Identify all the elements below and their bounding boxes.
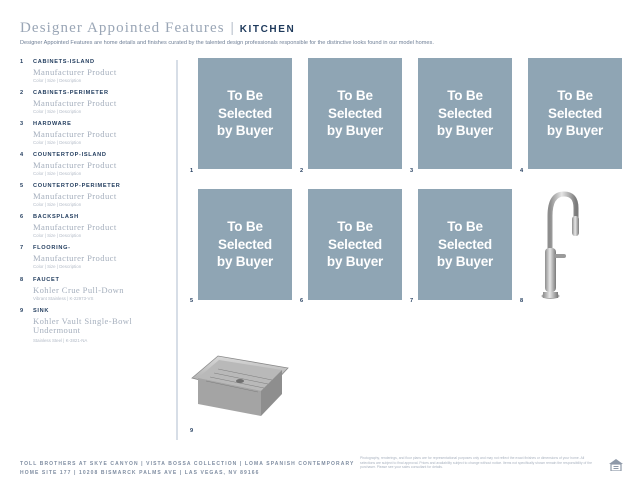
tile-label: To Be Selected by Buyer (216, 219, 274, 270)
item-description: Color | Size | Description (33, 140, 82, 145)
placeholder-tile (308, 189, 402, 300)
item-description: Color | Size | Description (33, 264, 82, 269)
item-number: 2 (20, 90, 24, 96)
sink-image (188, 348, 292, 424)
vertical-divider (176, 60, 178, 440)
placeholder-tile (308, 58, 402, 169)
item-number: 9 (20, 308, 24, 314)
item-category: FLOORING- (33, 245, 71, 251)
tile-label: To Be Selected by Buyer (436, 88, 494, 139)
tile-label: To Be Selected by Buyer (436, 219, 494, 270)
item-category: COUNTERTOP-ISLAND (33, 152, 107, 158)
item-description: Vibrant Stainless | K-22973-VS (33, 296, 94, 301)
tile-number: 2 (300, 168, 304, 174)
item-product: Kohler Vault Single-Bowl Undermount (33, 316, 133, 335)
page-subtitle: Designer Appointed Features are home details and finishes curated by the talented design professionals responsible for the distinctive looks found in our model homes. (20, 40, 434, 46)
item-product: Manufacturer Product (33, 67, 117, 77)
tile-number: 3 (410, 168, 414, 174)
placeholder-tile (418, 189, 512, 300)
tile-label: To Be Selected by Buyer (326, 219, 384, 270)
placeholder-tile (418, 58, 512, 169)
item-product: Manufacturer Product (33, 160, 117, 170)
room-label: KITCHEN (239, 24, 296, 35)
equal-housing-icon (609, 459, 623, 471)
item-number: 8 (20, 277, 24, 283)
tile-number: 1 (190, 168, 194, 174)
item-category: HARDWARE (33, 121, 72, 127)
tile-label: To Be Selected by Buyer (326, 88, 384, 139)
item-product: Manufacturer Product (33, 129, 117, 139)
item-description: Color | Size | Description (33, 202, 82, 207)
placeholder-tile (528, 58, 622, 169)
item-category: COUNTERTOP-PERIMETER (33, 183, 121, 189)
item-product: Manufacturer Product (33, 253, 117, 263)
item-product: Manufacturer Product (33, 191, 117, 201)
footer-address: HOME SITE 177 | 10208 BISMARCK PALMS AVE | LAS VEGAS, NV 89166 (20, 470, 260, 476)
tile-number: 7 (410, 298, 414, 304)
page-title (20, 20, 295, 40)
item-number: 6 (20, 214, 24, 220)
footer-community: TOLL BROTHERS AT SKYE CANYON | VISTA BOSSA COLLECTION | LOMA SPANISH CONTEMPORARY (20, 461, 355, 467)
item-product: Manufacturer Product (33, 222, 117, 232)
item-category: CABINETS-PERIMETER (33, 90, 109, 96)
footer-disclaimer: Photography, renderings, and floor plans are for representational purposes only and may not reflect the exact finishes or dimensions of your home. All selections are subject to final approval. Prices and availability subject to change without notice. Items not specifically shown remain the responsibility of the purchaser. Please see your sales consultant for details. (360, 456, 593, 470)
placeholder-tile (198, 189, 292, 300)
photo-number: 9 (190, 428, 194, 434)
item-category: BACKSPLASH (33, 214, 79, 220)
tile-label: To Be Selected by Buyer (216, 88, 274, 139)
item-product: Manufacturer Product (33, 98, 117, 108)
title-separator: | (230, 20, 234, 36)
tile-number: 6 (300, 298, 304, 304)
tile-number: 4 (520, 168, 524, 174)
item-description: Color | Size | Description (33, 78, 82, 83)
item-product: Kohler Crue Pull-Down (33, 285, 124, 295)
placeholder-tile (198, 58, 292, 169)
item-category: FAUCET (33, 277, 60, 283)
tile-number: 5 (190, 298, 194, 304)
item-category: CABINETS-ISLAND (33, 59, 95, 65)
item-number: 5 (20, 183, 24, 189)
item-number: 1 (20, 59, 24, 65)
item-number: 7 (20, 245, 24, 251)
item-number: 3 (20, 121, 24, 127)
item-description: Color | Size | Description (33, 233, 82, 238)
item-category: SINK (33, 308, 50, 314)
item-number: 4 (20, 152, 24, 158)
photo-number: 8 (520, 298, 524, 304)
item-description: Stainless Steel | K-3821-NA (33, 338, 88, 343)
tile-label: To Be Selected by Buyer (546, 88, 604, 139)
item-description: Color | Size | Description (33, 171, 82, 176)
title-text: Designer Appointed Features (20, 20, 225, 36)
faucet-image (538, 188, 582, 306)
item-description: Color | Size | Description (33, 109, 82, 114)
